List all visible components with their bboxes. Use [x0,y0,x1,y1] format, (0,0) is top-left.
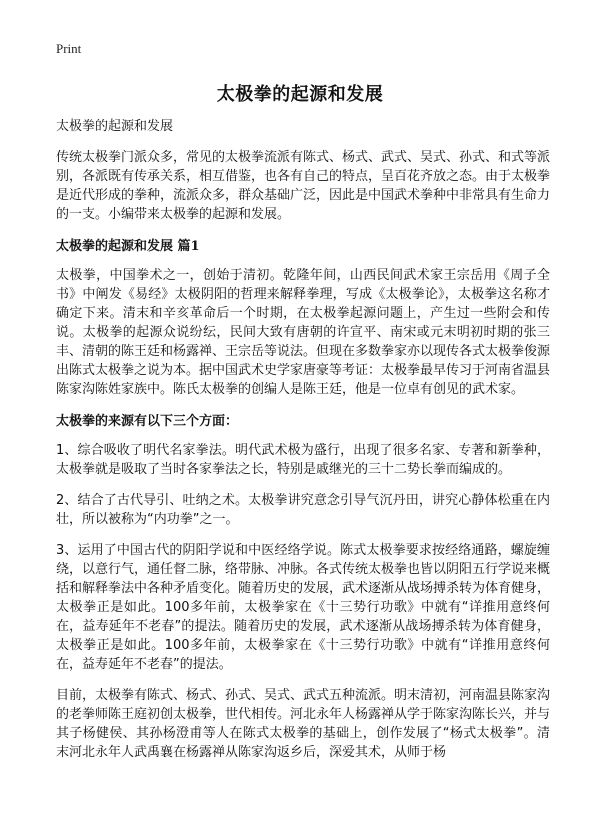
section-heading-1: 太极拳的起源和发展 篇1 [56,239,200,254]
closing-paragraph: 目前，太极拳有陈式、杨式、孙式、吴式、武式五种流派。明末清初，河南温县陈家沟的老拳师陈王庭初创太极拳，世代相传。河北永年人杨露禅从学于陈家沟陈长兴，并与其子杨健侯、其孙杨澄甫等人在陈式太极拳的基础上，创作发展了“杨式太极拳”。清末河北永年人武禹襄在杨露禅从陈家沟返乡后，深爱其术，从师于杨 [56,688,551,760]
origin-point-3: 3、运用了中国古代的阴阳学说和中医经络学说。陈式太极拳要求按经络通路，螺旋缠绕，以意行气，通任督二脉，络带脉、冲脉。各式传统太极拳也皆以阴阳五行学说来概括和解释拳法中各种矛盾变化。随着历史的发展，武术逐渐从战场搏杀转为体育健身，太极拳正是如此。100多年前，太极拳家在《十三势行功歌》中就有“详推用意终何在，益寿延年不老春”的提法。随着历史的发展，武术逐渐从战场搏杀转为体育健身，太极拳正是如此。100多年前，太极拳家在《十三势行功歌》中就有“详推用意终何在，益寿延年不老春”的提法。 [56,543,551,672]
origin-point-1: 1、综合吸收了明代名家拳法。明代武术极为盛行，出现了很多名家、专著和新拳种，太极拳就是吸取了当时各家拳法之长，特别是戚继光的三十二势长拳而编成的。 [56,443,550,477]
article-body [56,118,550,774]
page-title: 太极拳的起源和发展 [216,84,384,105]
intro-paragraph: 传统太极拳门派众多，常见的太极拳流派有陈式、杨式、武式、吴式、孙式、和式等派别，各派既有传承关系，相互借鉴，也各有自己的特点，呈百花齐放之态。由于太极拳是近代形成的拳种，流派众多，群众基础广泛，因此是中国武术拳种中非常具有生命力的一支。小编带来太极拳的起源和发展。 [56,150,551,222]
section-heading-2: 太极拳的来源有以下三个方面： [56,414,239,429]
origin-point-2: 2、结合了古代导引、吐纳之术。太极拳讲究意念引导气沉丹田，讲究心静体松重在内壮，所以被称为“内功拳”之一。 [56,493,550,527]
print-link[interactable]: Print [56,41,82,56]
article-subtitle: 太极拳的起源和发展 [56,119,174,134]
section1-paragraph: 太极拳，中国拳术之一，创始于清初。乾隆年间，山西民间武术家王宗岳用《周子全书》中阐发《易经》太极阴阳的哲理来解释拳理，写成《太极拳论》，太极拳这名称才确定下来。清末和辛亥革命后一个时期，在太极拳起源问题上，产生过一些附会和传说。太极拳的起源众说纷纭，民间大致有唐朝的许宣平、南宋或元末明初时期的张三丰、清朝的陈王廷和杨露禅、王宗岳等说法。但现在多数拳家亦以现传各式太极拳俊源出陈式太极拳之说为本。据中国武术史学家唐豪等考证：太极拳最早传习于河南省温县陈家沟陈姓家族中。陈氏太极拳的创编人是陈王廷，他是一位卓有创见的武术家。 [56,268,551,397]
